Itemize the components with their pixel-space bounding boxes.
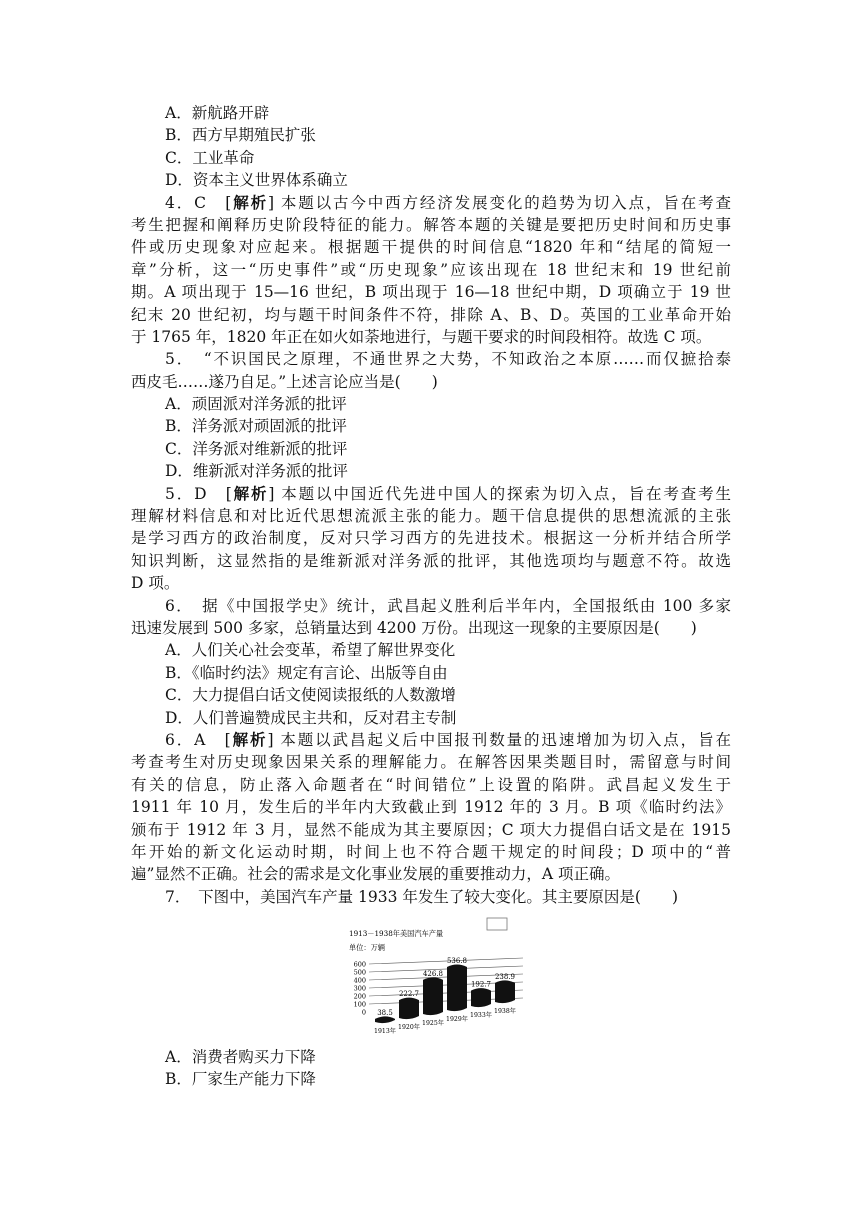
question-option: A．新航路开辟 xyxy=(165,104,270,122)
bar-1913年 xyxy=(375,1016,395,1023)
analysis-line: 于 1765 年，1820 年正在如火如荼地进行，与题干要求的时间段相符。故选 C 项。 xyxy=(131,327,712,346)
question-option: D．维新派对洋务派的批评 xyxy=(165,462,348,481)
analysis-line: 是学习西方的政治制度，反对只学习西方的先进技术。根据这一分析并结合所学 xyxy=(131,529,731,548)
bar-value-label: 38.5 xyxy=(377,1008,393,1017)
question-option: D．资本主义世界体系确立 xyxy=(165,171,348,190)
answer-key: 6．A [ xyxy=(165,730,231,749)
analysis-text: ] 本题以古今中西方经济发展变化的趋势为切入点，旨在考查 xyxy=(267,193,731,212)
x-category-label: 1929年 xyxy=(446,1016,468,1024)
question-option: A．人们关心社会变革，希望了解世界变化 xyxy=(165,641,456,660)
answer-6-analysis xyxy=(131,729,731,886)
bar-value-label: 222.7 xyxy=(398,990,420,999)
question-stem-line: 6． 据《中国报学史》统计，武昌起义胜利后半年内，全国报纸由 100 多家 xyxy=(165,596,731,615)
question-option: C．工业革命 xyxy=(165,148,255,167)
question-7-stem: 7． 下图中，美国汽车产量 1933 年发生了较大变化。其主要原因是( ) xyxy=(165,887,679,906)
question-stem-line: 5． “不识国民之原理，不通世界之大势，不知政治之本原……而仅摭拾泰 xyxy=(165,350,731,369)
question-option: D．人们普遍赞成民主共和，反对君主专制 xyxy=(165,708,457,727)
bar-1929年 xyxy=(447,965,467,1012)
x-category-label: 1933年 xyxy=(470,1012,492,1020)
question-option: A．消费者购买力下降 xyxy=(165,1048,316,1067)
analysis-line: 理解材料信息和对比近代思想流派主张的能力。题干信息提供的思想流派的主张 xyxy=(131,507,731,526)
grid-stripe xyxy=(369,966,523,972)
question-option: B．西方早期殖民扩张 xyxy=(165,126,316,145)
analysis-line: 纪末 20 世纪初，均与题干时间条件不符，排除 A、B、D。英国的工业革命开始 xyxy=(131,305,731,324)
analysis-text: ] 本题以中国近代先进中国人的探索为切入点，旨在考查考生 xyxy=(268,484,731,503)
answer-key: 5．D [ xyxy=(165,484,232,503)
bar-value-label: 192.7 xyxy=(470,980,492,989)
analysis-line: 遍”显然不正确。社会的需求是文化事业发展的重要推动力，A 项正确。 xyxy=(131,865,621,884)
question-6 xyxy=(131,595,731,729)
chart-unit-label: 单位：万辆 xyxy=(349,943,385,953)
analysis-line: 知识判断，这显然指的是维新派对洋务派的批评，其他选项均与题意不符。故选 xyxy=(131,551,731,570)
y-tick-label: 0 xyxy=(361,1008,366,1017)
question-7-options xyxy=(131,1046,731,1091)
question-option: A．顽固派对洋务派的批评 xyxy=(165,395,347,414)
y-tick-label: 600 xyxy=(353,960,366,969)
bar-1920年 xyxy=(399,998,419,1019)
chart-canvas xyxy=(345,914,545,1042)
analysis-line: 章”分析，这一“历史事件”或“历史现象”应该出现在 18 世纪末和 19 世纪前 xyxy=(131,260,731,279)
y-tick-label: 500 xyxy=(353,968,366,977)
bar-1925年 xyxy=(423,977,443,1015)
analysis-line: 考生把握和阐释历史阶段特征的能力。解答本题的关键是要把历史时间和历史事 xyxy=(131,215,731,234)
question-stem-line: 迅速发展到 500 多家，总销量达到 4200 万份。出现这一现象的主要原因是( ) xyxy=(131,618,697,637)
answer-4-analysis xyxy=(131,192,731,349)
analysis-line: 年开始的新文化运动时期，时间上也不符合题干规定的时间段；D 项中的“普 xyxy=(131,842,731,861)
analysis-line: 1911 年 10 月，发生后的半年内大致截止到 1912 年的 3 月。B 项《临时约法》 xyxy=(131,798,731,817)
analysis-line: D 项。 xyxy=(131,574,180,593)
bar-1933年 xyxy=(471,988,491,1007)
bar-1938年 xyxy=(495,980,515,1003)
analysis-line: 件或历史现象对应起来。根据题干提供的时间信息“1820 年和“结尾的简短一 xyxy=(131,238,731,257)
analysis-line: 期。A 项出现于 15—16 世纪，B 项出现于 16—18 世纪中期，D 项确立于 19 世 xyxy=(131,283,731,302)
document-page xyxy=(131,102,731,1091)
answer-key: 4．C [ xyxy=(165,193,232,212)
x-category-label: 1913年 xyxy=(374,1028,396,1036)
question-option: C．洋务派对维新派的批评 xyxy=(165,439,348,458)
answer-5-analysis xyxy=(131,483,731,595)
question-option: C．大力提倡白话文使阅读报纸的人数激增 xyxy=(165,686,456,705)
us-car-production-chart xyxy=(345,914,545,1042)
question-option: B．厂家生产能力下降 xyxy=(165,1070,316,1089)
y-tick-label: 100 xyxy=(353,1000,366,1009)
x-category-label: 1938年 xyxy=(494,1008,516,1016)
analysis-first-line xyxy=(131,729,731,751)
y-tick-label: 400 xyxy=(353,976,366,985)
question-3-options xyxy=(131,102,731,192)
question-5 xyxy=(131,348,731,482)
bar-value-label: 238.9 xyxy=(494,972,516,981)
bar-value-label: 426.8 xyxy=(422,969,444,978)
y-tick-label: 300 xyxy=(353,984,366,993)
analysis-line: 有关的信息，防止落入命题者在“时间错位”上设置的陷阱。武昌起义发生于 xyxy=(131,775,731,794)
question-stem-line: 西皮毛……遂乃自足。”上述言论应当是( ) xyxy=(131,372,438,391)
analysis-line: 考查考生对历史现象因果关系的理解能力。在解答因果类题目时，需留意与时间 xyxy=(131,753,731,772)
analysis-first-line xyxy=(131,192,731,214)
chart-title: 1913－1938年美国汽车产量 xyxy=(349,929,444,939)
analysis-tag: 解析 xyxy=(231,483,269,503)
question-option: B．《临时约法》规定有言论、出版等自由 xyxy=(165,663,448,682)
analysis-tag: 解析 xyxy=(230,729,268,749)
analysis-line: 颁布于 1912 年 3 月，显然不能成为其主要原因；C 项大力提倡白话文是在 1915 xyxy=(131,820,731,839)
chart-corner-box xyxy=(487,918,507,930)
x-category-label: 1920年 xyxy=(398,1024,420,1032)
analysis-text: ] 本题以武昌起义后中国报刊数量的迅速增加为切入点，旨在 xyxy=(267,730,731,749)
x-category-label: 1925年 xyxy=(422,1020,444,1028)
analysis-tag: 解析 xyxy=(231,192,268,212)
bar-value-label: 536.8 xyxy=(446,957,468,966)
analysis-first-line xyxy=(131,483,731,505)
y-tick-label: 200 xyxy=(353,992,366,1001)
question-option: B．洋务派对顽固派的批评 xyxy=(165,417,347,436)
